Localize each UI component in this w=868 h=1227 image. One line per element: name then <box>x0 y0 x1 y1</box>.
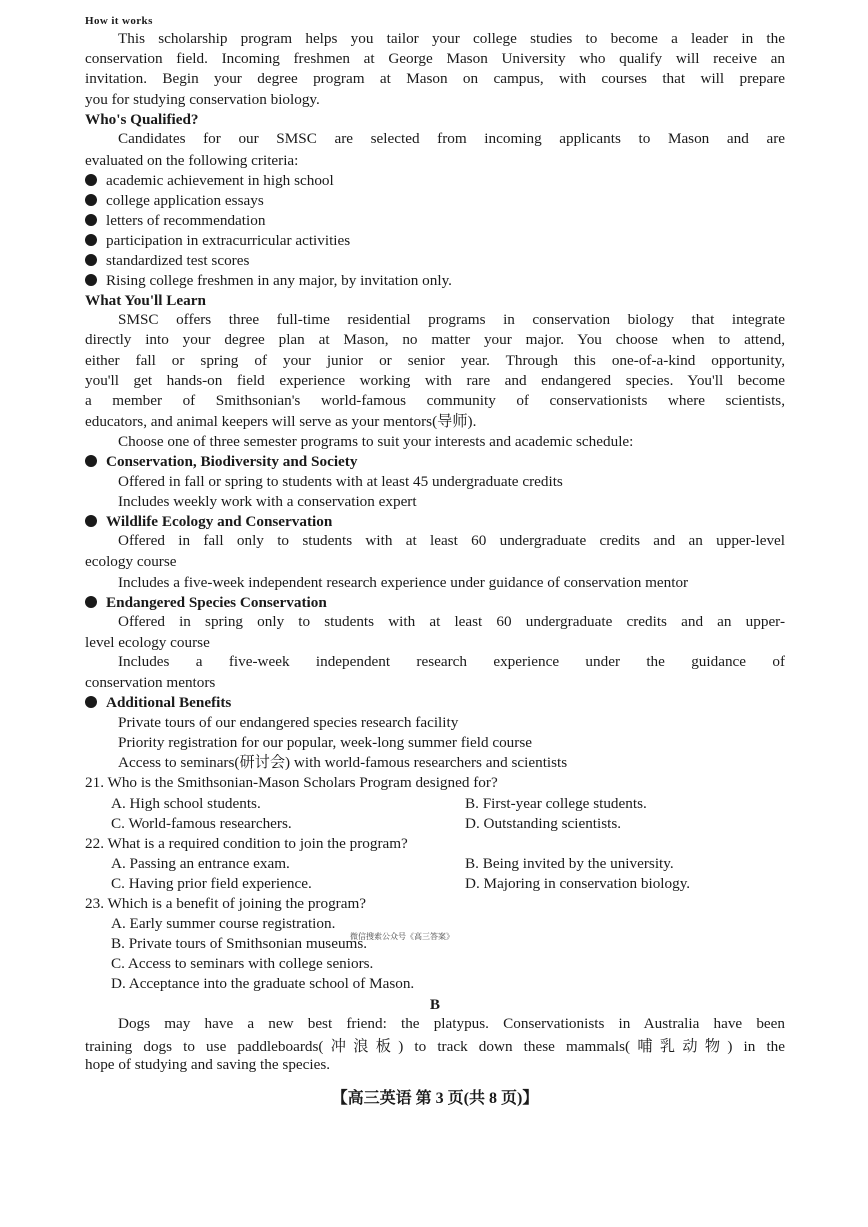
bullet-icon <box>85 515 97 527</box>
program-title: Wildlife Ecology and Conservation <box>106 513 333 531</box>
program-detail-line: Includes a five-week independent research experience under guidance of conservation mentor <box>118 573 689 591</box>
answer-option: C. World-famous researchers. <box>111 814 292 832</box>
bullet-icon <box>85 254 97 266</box>
answer-option: A. High school students. <box>111 794 261 812</box>
paragraph-line: Candidates for our SMSC are selected from incoming applicants to Mason and are <box>118 130 785 148</box>
answer-option: B. First-year college students. <box>465 794 647 812</box>
answer-option: C. Having prior field experience. <box>111 874 312 892</box>
program-detail-line: Includes weekly work with a conservation expert <box>118 493 417 511</box>
program-detail-line: Access to seminars(研讨会) with world-famous researchers and scientists <box>118 754 568 772</box>
paragraph-line: evaluated on the following criteria: <box>85 151 299 169</box>
question-stem: 21. Who is the Smithsonian-Mason Scholars Program designed for? <box>85 774 498 792</box>
answer-option: D. Outstanding scientists. <box>465 814 622 832</box>
bullet-icon <box>85 455 97 467</box>
paragraph-line: educators, and animal keepers will serve as your mentors(导师). <box>85 412 477 430</box>
question-list <box>85 773 785 994</box>
criteria-text: standardized test scores <box>106 252 250 270</box>
criteria-item <box>85 251 785 271</box>
paragraph-line: conservation field. Incoming freshmen at George Mason University who qualify will receive an <box>85 50 785 68</box>
program-detail-line: Offered in fall only to students with at least 60 undergraduate credits and an upper-level <box>118 532 785 550</box>
bullet-icon <box>85 274 97 286</box>
bullet-icon <box>85 234 97 246</box>
program-heading <box>85 512 785 532</box>
exam-page <box>85 12 785 1109</box>
option-row <box>85 794 785 814</box>
page-footer: 【高三英语 第 3 页(共 8 页)】 <box>331 1089 539 1107</box>
criteria-item <box>85 171 785 191</box>
program-detail-line: Offered in fall or spring to students with at least 45 undergraduate credits <box>118 473 563 491</box>
passage-b-text <box>85 1015 785 1075</box>
watermark-text: 微信搜索公众号《高三答案》 <box>350 932 454 941</box>
qualified-intro <box>85 130 785 170</box>
bullet-icon <box>85 596 97 608</box>
passage-b-label: B <box>429 995 441 1013</box>
program-detail-line: Priority registration for our popular, week-long summer field course <box>118 734 532 752</box>
criteria-item <box>85 231 785 251</box>
answer-option: C. Access to seminars with college seniors. <box>111 955 374 973</box>
choose-program-line: Choose one of three semester programs to suit your interests and academic schedule: <box>118 432 634 450</box>
criteria-item <box>85 191 785 211</box>
criteria-list <box>85 171 785 292</box>
answer-option: A. Passing an entrance exam. <box>111 854 290 872</box>
program-heading <box>85 452 785 472</box>
criteria-text: academic achievement in high school <box>106 171 334 189</box>
answer-option: D. Majoring in conservation biology. <box>465 874 691 892</box>
criteria-text: college application essays <box>106 191 264 209</box>
criteria-text: Rising college freshmen in any major, by invitation only. <box>106 272 452 290</box>
paragraph-line: This scholarship program helps you tailor your college studies to become a leader in the <box>118 30 785 47</box>
program-heading <box>85 693 785 713</box>
program-detail-line: Private tours of our endangered species research facility <box>118 714 459 732</box>
bullet-icon <box>85 696 97 708</box>
learn-heading: What You'll Learn <box>85 292 206 310</box>
answer-option: A. Early summer course registration. <box>111 915 336 933</box>
how-it-works-paragraph <box>85 30 785 110</box>
question-stem: 22. What is a required condition to join the program? <box>85 834 408 852</box>
program-title: Endangered Species Conservation <box>106 593 327 611</box>
program-detail-line: conservation mentors <box>85 674 216 691</box>
criteria-item <box>85 271 785 291</box>
paragraph-line: either fall or spring of your junior or senior year. Through this one-of-a-kind opportunity, <box>85 351 785 369</box>
paragraph-line: you'll get hands-on field experience working with rare and endangered species. You'll become <box>85 371 785 389</box>
answer-option: D. Acceptance into the graduate school of Mason. <box>111 975 415 993</box>
criteria-text: participation in extracurricular activities <box>106 231 351 249</box>
criteria-text: letters of recommendation <box>106 211 266 229</box>
paragraph-line: you for studying conservation biology. <box>85 91 320 109</box>
program-detail-line: Includes a five-week independent research experience under the guidance of <box>118 652 785 670</box>
answer-option: B. Being invited by the university. <box>465 854 674 872</box>
program-detail-line: Offered in spring only to students with at least 60 undergraduate credits and an upper- <box>118 612 785 630</box>
paragraph-line: Dogs may have a new best friend: the platypus. Conservationists in Australia have been <box>118 1014 785 1032</box>
learn-paragraph <box>85 311 785 432</box>
program-heading <box>85 593 785 613</box>
section-heading-how-it-works: How it works <box>85 15 153 27</box>
bullet-icon <box>85 194 97 206</box>
answer-option: B. Private tours of Smithsonian museums. <box>111 935 368 953</box>
option-row <box>85 814 785 834</box>
criteria-item <box>85 211 785 231</box>
program-detail-line: ecology course <box>85 553 177 571</box>
option-row <box>85 874 785 894</box>
paragraph-line: invitation. Begin your degree program at Mason on campus, with courses that will prepare <box>85 70 785 88</box>
bullet-icon <box>85 214 97 226</box>
program-detail-line: level ecology course <box>85 633 210 651</box>
paragraph-line: a member of Smithsonian's world-famous community of conservationists where scientists, <box>85 391 785 409</box>
option-row <box>85 854 785 874</box>
qualified-heading: Who's Qualified? <box>85 111 199 129</box>
question-stem: 23. Which is a benefit of joining the program? <box>85 895 367 913</box>
paragraph-line: SMSC offers three full-time residential programs in conservation biology that integrate <box>118 311 785 329</box>
program-title: Conservation, Biodiversity and Society <box>106 452 358 470</box>
program-list <box>85 452 785 774</box>
bullet-icon <box>85 174 97 186</box>
program-title: Additional Benefits <box>106 694 232 712</box>
paragraph-line: hope of studying and saving the species. <box>85 1055 331 1073</box>
paragraph-line: directly into your degree plan at Mason, no matter your major. You choose when to attend, <box>85 331 785 349</box>
paragraph-line: training dogs to use paddleboards(冲浪板) to track down these mammals(哺乳动物) in the <box>85 1037 785 1055</box>
